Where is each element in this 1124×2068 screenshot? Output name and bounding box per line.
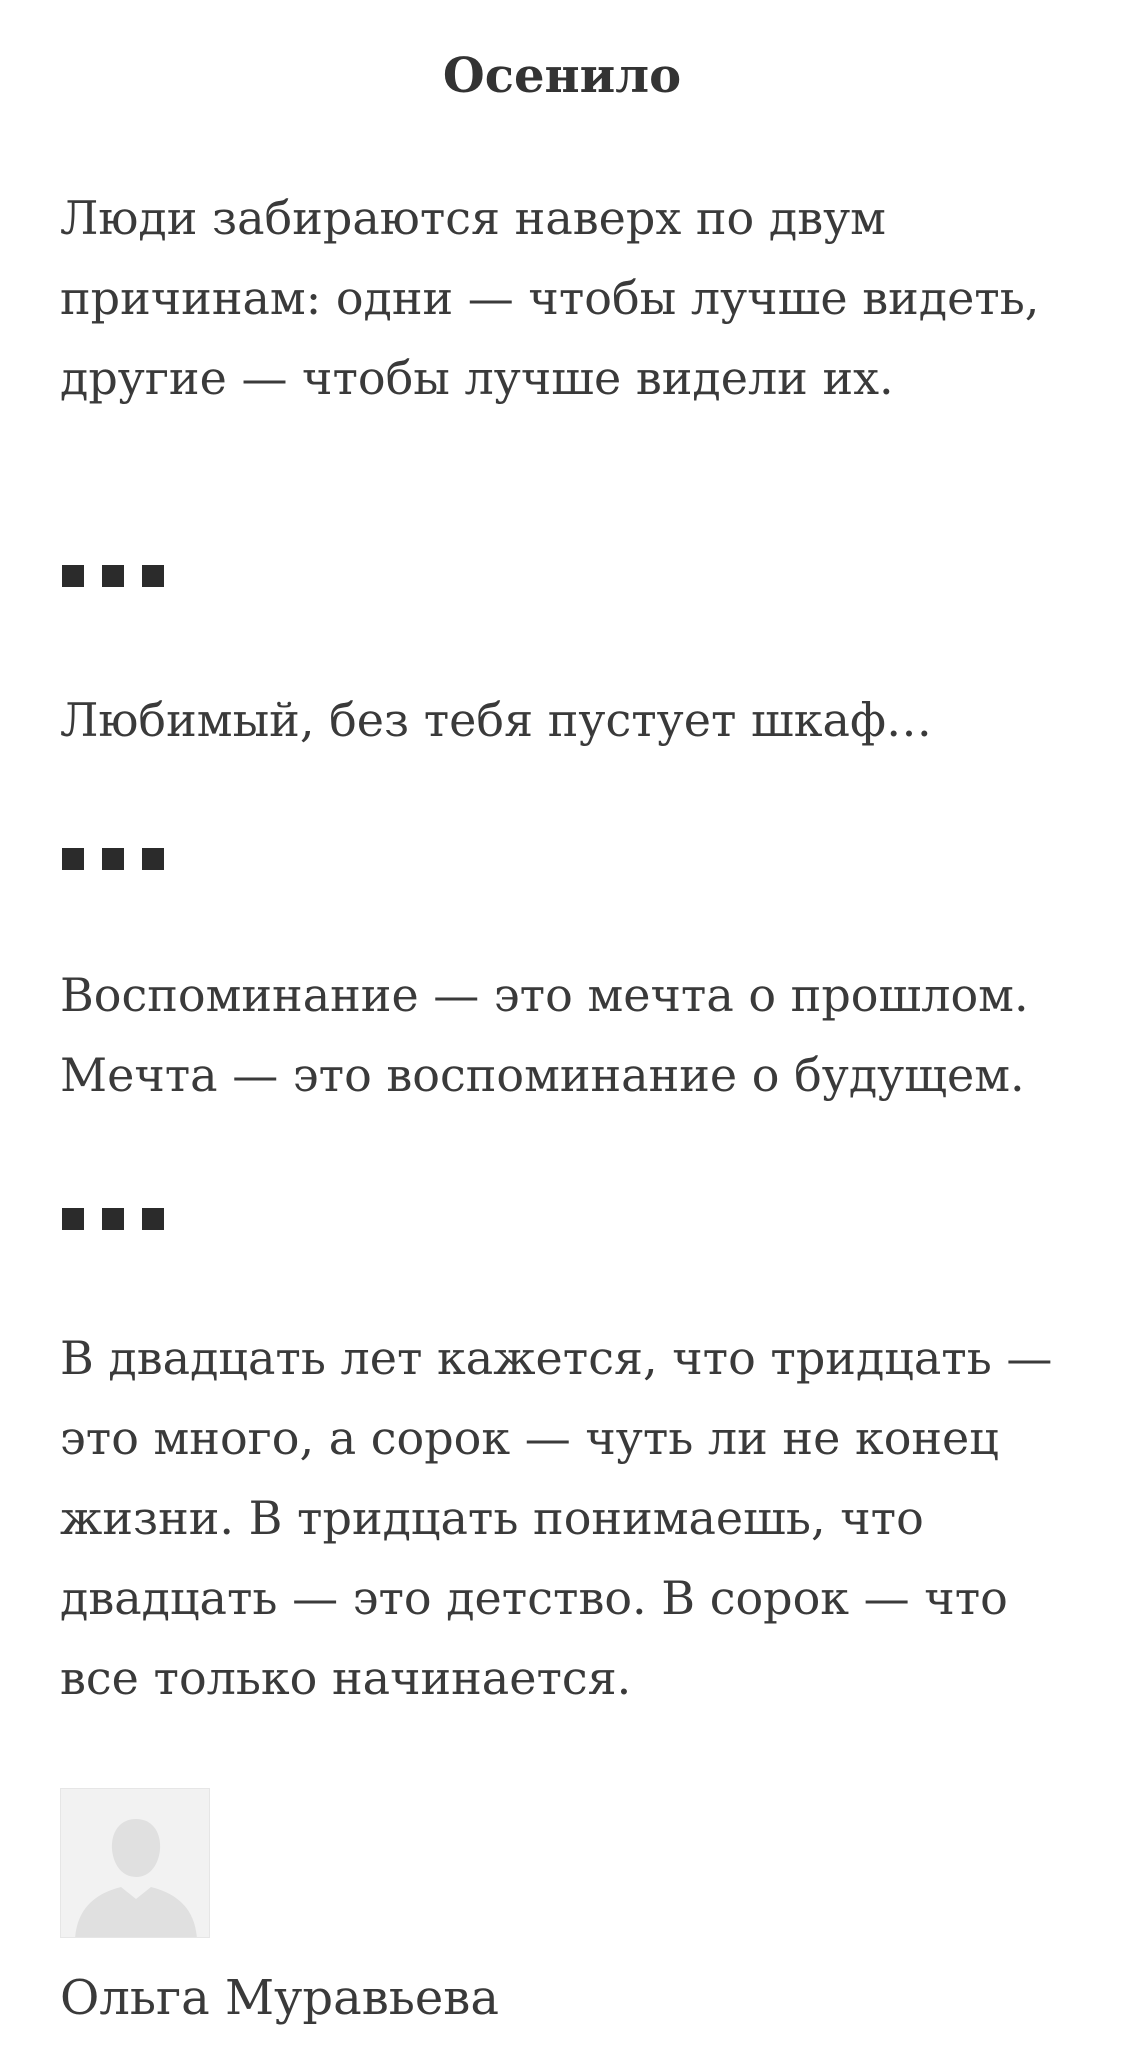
article-paragraph-2: Любимый, без тебя пустует шкаф… — [60, 693, 932, 747]
author-name[interactable]: Ольга Муравьева — [60, 1970, 499, 2026]
section-divider-icon — [62, 1208, 192, 1234]
divider-square — [62, 1208, 84, 1230]
divider-square — [102, 848, 124, 870]
user-silhouette-icon — [61, 1789, 210, 1938]
section-divider-icon — [62, 848, 192, 874]
section-divider-icon — [62, 565, 192, 591]
divider-square — [142, 1208, 164, 1230]
article-title: Осенило — [442, 48, 682, 104]
article-paragraph-3: Воспоминание — это мечта о прошлом. Мечта — это воспоминание о будущем. — [60, 968, 1029, 1102]
divider-square — [62, 565, 84, 587]
divider-square — [62, 848, 84, 870]
author-avatar-icon[interactable] — [60, 1788, 210, 1938]
divider-square — [142, 565, 164, 587]
divider-square — [142, 848, 164, 870]
divider-square — [102, 565, 124, 587]
divider-square — [102, 1208, 124, 1230]
article-paragraph-1: Люди забираются наверх по двум причинам: одни — чтобы лучше видеть, другие — чтобы лучше видели их. — [60, 191, 1040, 405]
article-paragraph-4: В двадцать лет кажется, что тридцать — это много, а сорок — чуть ли не конец жизни. В тридцать понимаешь, что двадцать — это детство. В сорок — что все только начинается. — [60, 1331, 1053, 1705]
